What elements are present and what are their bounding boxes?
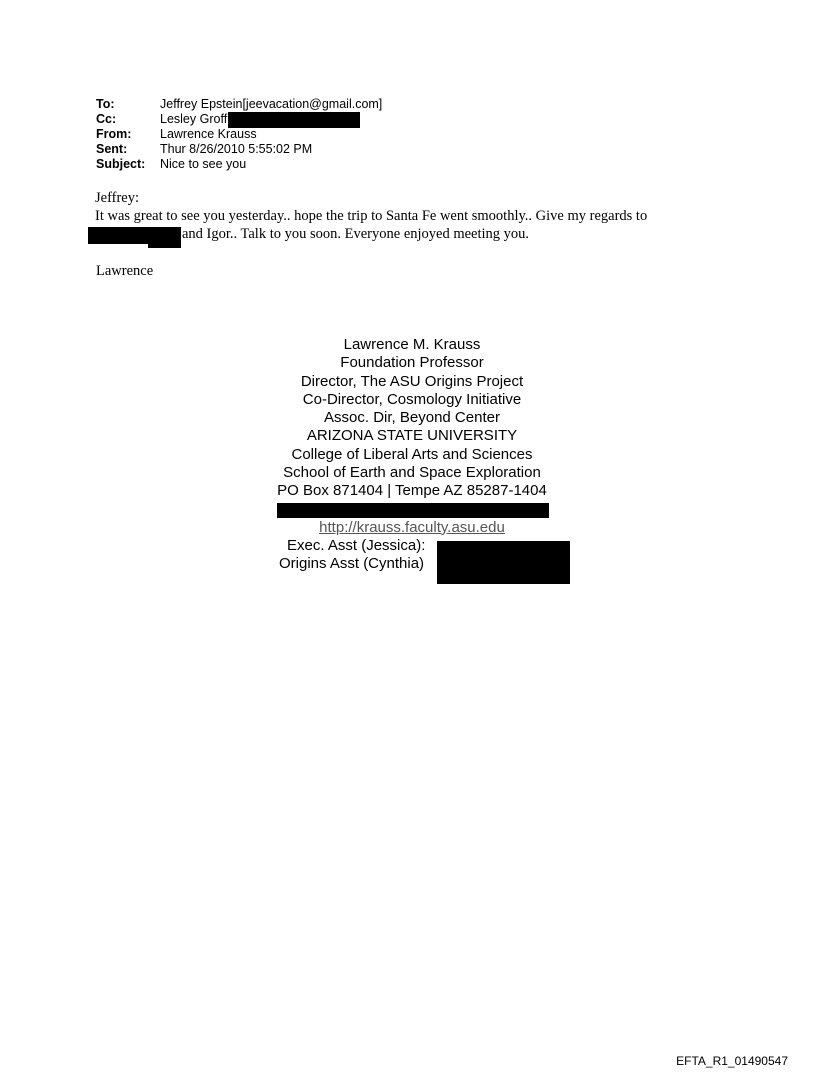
greeting: Jeffrey:: [95, 190, 140, 206]
sig-title-1: Foundation Professor: [340, 354, 484, 372]
sig-name: Lawrence M. Krauss: [343, 336, 481, 353]
origins-asst-label: Origins Asst (Cynthia): [279, 555, 425, 573]
to-label: To:: [96, 97, 115, 111]
from-label: From:: [96, 127, 132, 141]
to-value: Jeffrey Epstein[jeevacation@gmail.com]: [160, 97, 383, 111]
sig-address: PO Box 871404 | Tempe AZ 85287-1404: [277, 482, 547, 500]
sig-university: ARIZONA STATE UNIVERSITY: [306, 427, 518, 445]
email-body: [95, 189, 775, 243]
email-header: [96, 97, 382, 172]
subject-label: Subject:: [96, 157, 146, 171]
to-row: [96, 97, 382, 112]
from-value: Lawrence Krauss: [160, 127, 257, 141]
cc-row: [96, 112, 382, 127]
body-line-1: It was great to see you yesterday.. hope the trip to Santa Fe went smoothly.. Give my regards to: [95, 208, 648, 224]
body-line-2-text: and Igor.. Talk to you soon. Everyone enjoyed meeting you.: [182, 226, 530, 242]
sig-title-3: Co-Director, Cosmology Initiative: [302, 390, 522, 408]
exec-asst-label: Exec. Asst (Jessica):: [287, 536, 426, 554]
signature-block: [212, 336, 612, 574]
from-row: [96, 127, 382, 142]
sig-title-2: Director, The ASU Origins Project: [300, 372, 524, 390]
subject-row: [96, 157, 382, 172]
sig-college: College of Liberal Arts and Sciences: [291, 445, 533, 463]
subject-value: Nice to see you: [160, 157, 247, 171]
sig-school: School of Earth and Space Exploration: [283, 464, 541, 482]
cc-value: Lesley Groff: [160, 112, 228, 126]
sent-value: Thur 8/26/2010 5:55:02 PM: [160, 142, 313, 156]
sig-title-4: Assoc. Dir, Beyond Center: [324, 409, 500, 427]
cc-label: Cc:: [96, 112, 117, 126]
sig-url-row: [212, 519, 612, 537]
body-redaction-2: [148, 227, 181, 248]
sig-phone-redaction-row: [212, 501, 612, 519]
closing-name: Lawrence: [96, 263, 154, 279]
document-id: EFTA_R1_01490547: [676, 1054, 788, 1068]
body-redaction-1: [88, 227, 148, 244]
body-line-2: [95, 225, 775, 243]
asst-contact-redaction: [437, 541, 570, 584]
phone-redaction: [277, 503, 549, 518]
cc-redaction: [228, 112, 360, 128]
sent-label: Sent:: [96, 142, 128, 156]
sig-url-link[interactable]: http://krauss.faculty.asu.edu: [319, 518, 505, 536]
sent-row: [96, 142, 382, 157]
